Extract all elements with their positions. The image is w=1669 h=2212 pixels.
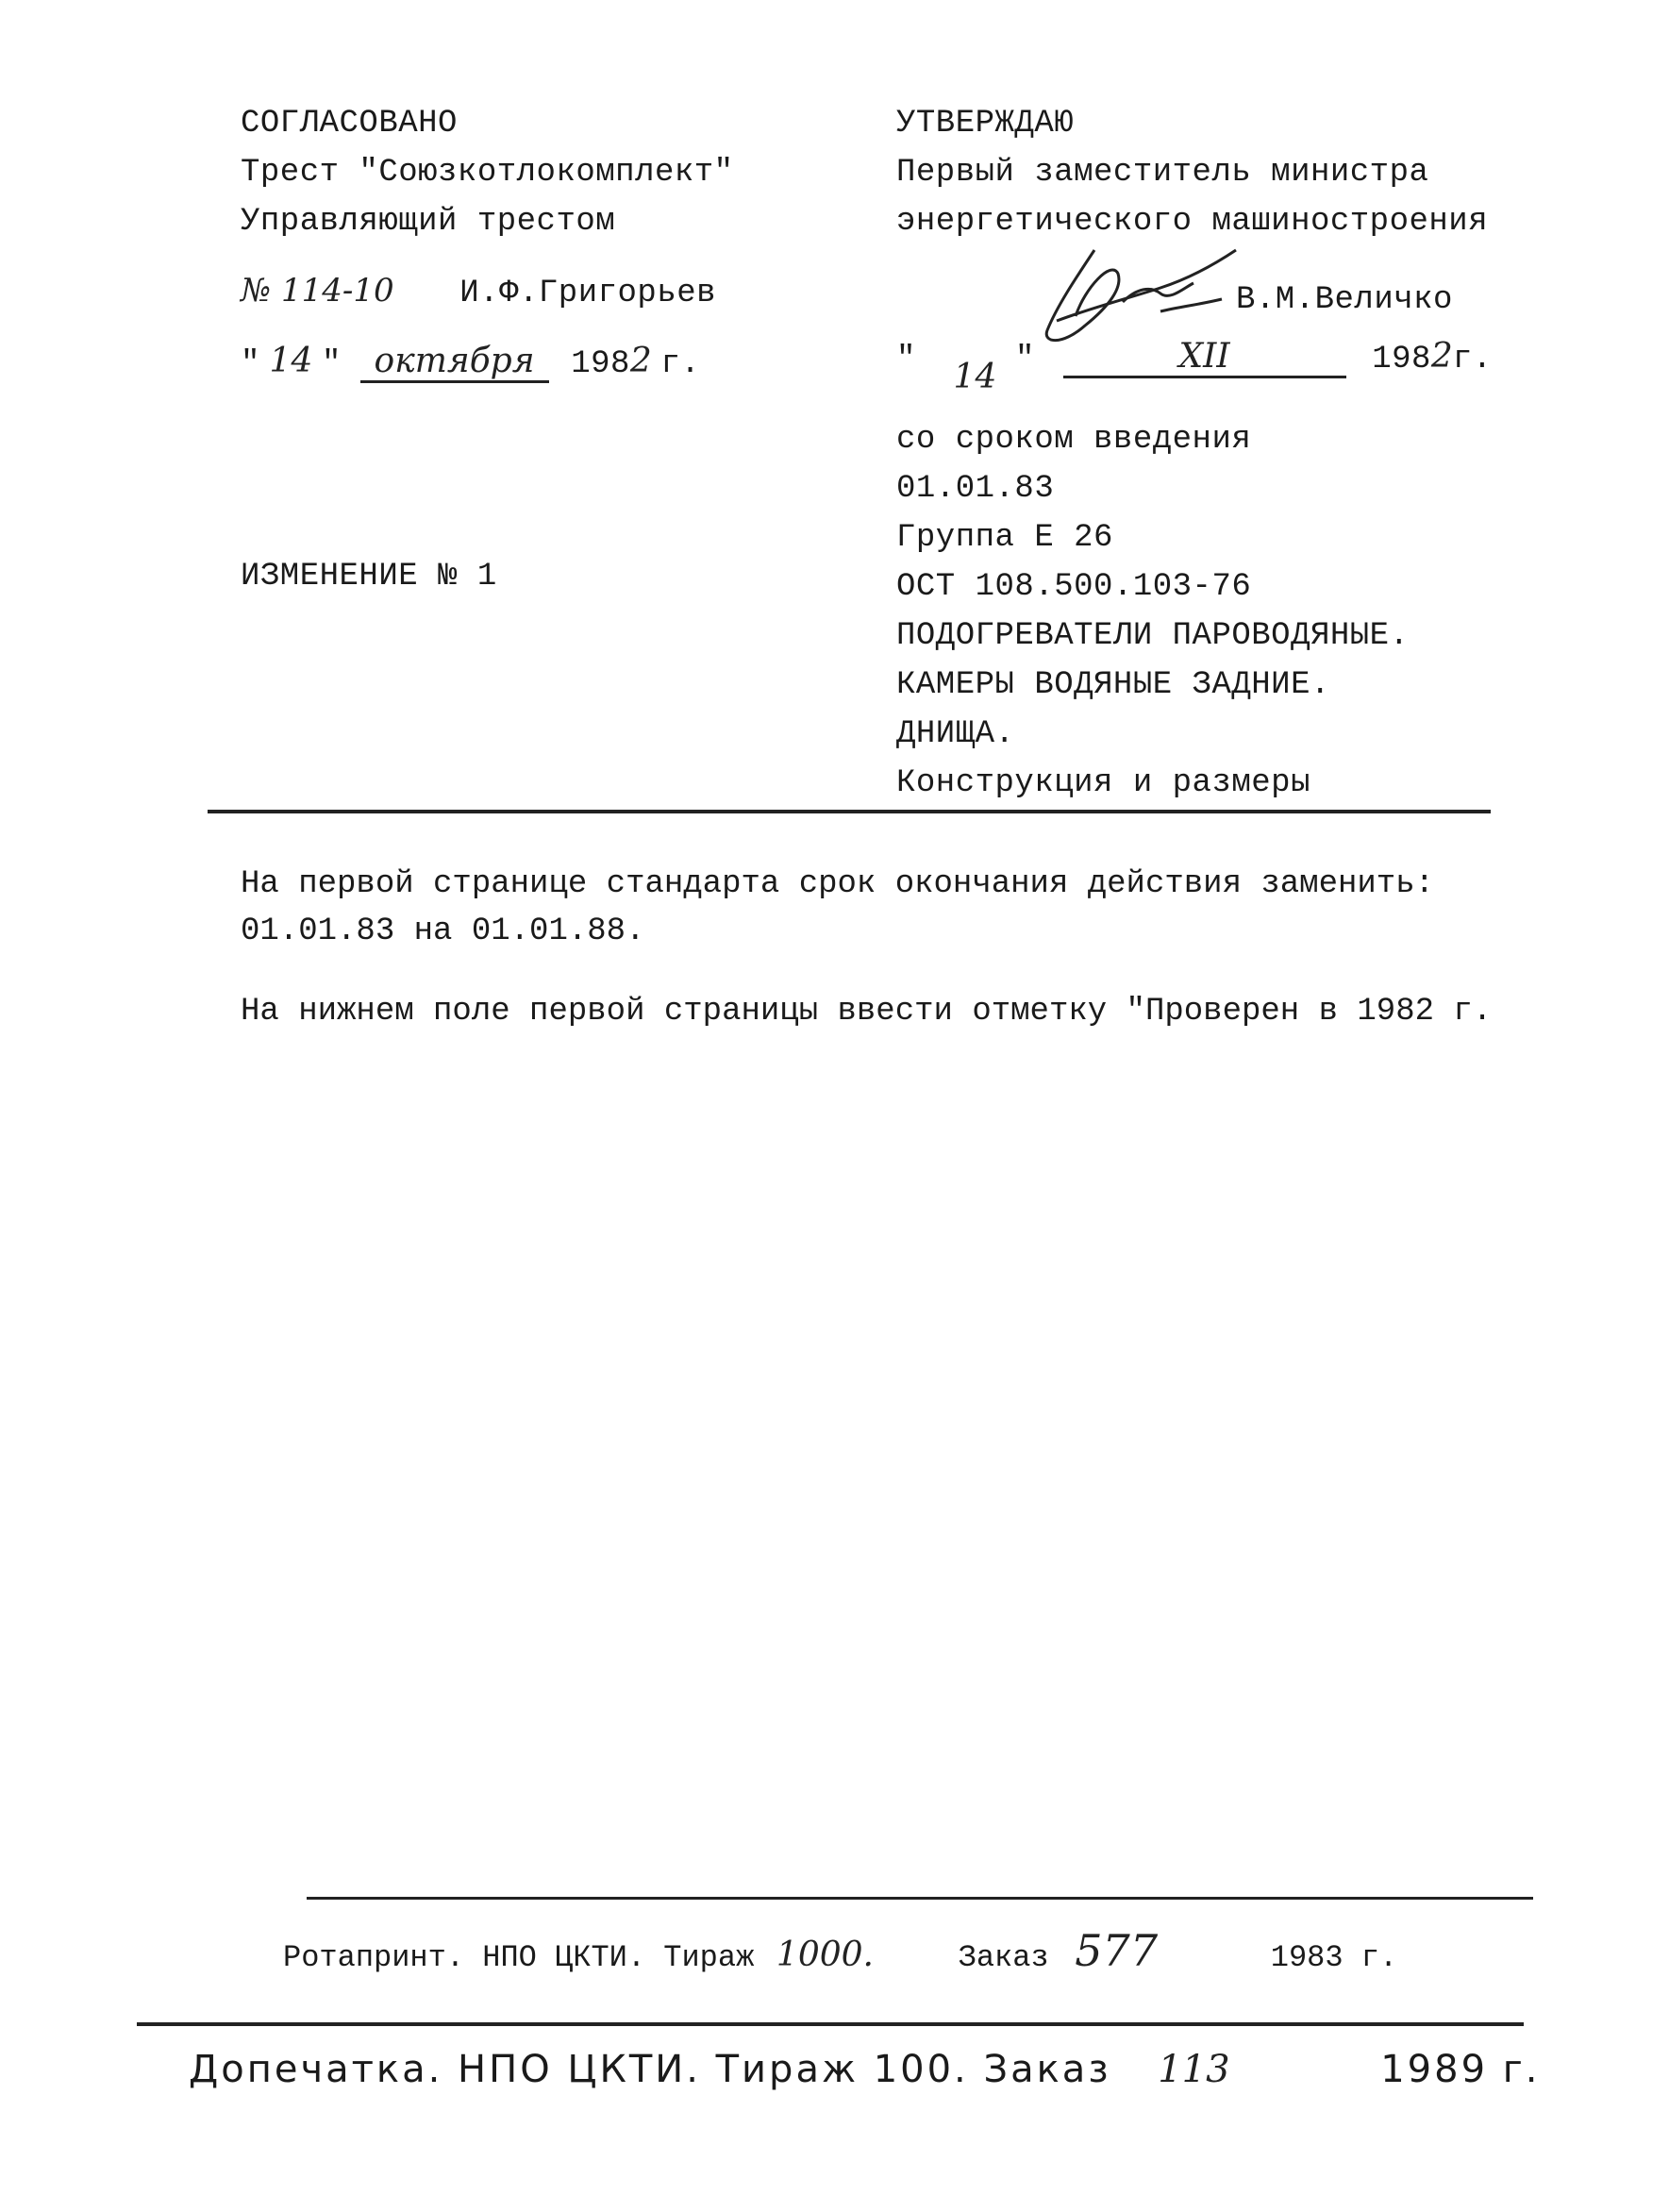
org-line: Трест "Союзкотлокомплект": [241, 155, 734, 191]
standard-title-line4: Конструкция и размеры: [896, 765, 1310, 801]
approver-name: В.М.Величко: [1236, 282, 1453, 318]
footer-print-row: [283, 1925, 1397, 1976]
approve-date-year-prefix: 198: [1372, 342, 1431, 377]
body-paragraph-1-line1: На первой странице стандарта срок окончания действия заменить:: [241, 866, 1435, 902]
footer-print-year: 1983 г.: [1270, 1940, 1398, 1975]
agreed-signature-row: [241, 269, 716, 318]
approve-position-line1: Первый заместитель министра: [896, 155, 1429, 191]
change-label: ИЗМЕНЕНИЕ № 1: [241, 559, 497, 595]
date-quote-close: ": [1015, 342, 1035, 377]
reprint-order-number: 113: [1158, 2048, 1230, 2091]
standard-title-line1: ПОДОГРЕВАТЕЛИ ПАРОВОДЯНЫЕ.: [896, 618, 1410, 654]
agreed-date-year-hand: 2: [629, 342, 652, 380]
standard-info-block: [896, 415, 1410, 808]
group-code: Группа Е 26: [896, 520, 1113, 556]
reprint-rule: [137, 2022, 1524, 2026]
body-paragraph-1-line2: 01.01.83 на 01.01.88.: [241, 913, 645, 949]
date-quote-open: ": [241, 346, 260, 382]
approve-label: УТВЕРЖДАЮ: [896, 106, 1075, 142]
date-quote-open: ": [896, 342, 916, 377]
agreed-date-day: 14: [269, 342, 313, 380]
approve-date-year-hand: 2: [1430, 337, 1453, 376]
approve-date-row: [896, 335, 1493, 396]
approve-block: [896, 99, 1488, 246]
footer-order-label: Заказ: [958, 1940, 1049, 1975]
footer-print-info: Ротапринт. НПО ЦКТИ. Тираж: [283, 1940, 755, 1975]
date-quote-close: ": [322, 346, 342, 382]
approve-date-month: XII: [1063, 338, 1346, 378]
position-line: Управляющий трестом: [241, 204, 616, 240]
reprint-row: [189, 2048, 1540, 2091]
effective-label: со сроком введения: [896, 422, 1252, 458]
agreed-date-row: [241, 340, 700, 389]
footer-top-rule: [307, 1897, 1533, 1900]
standard-title-line2: КАМЕРЫ ВОДЯНЫЕ ЗАДНИЕ.: [896, 667, 1330, 703]
footer-order-number: 577: [1075, 1925, 1159, 1976]
agreed-block: [241, 99, 734, 246]
reprint-text: Допечатка. НПО ЦКТИ. Тираж 100. Заказ: [189, 2048, 1111, 2091]
approve-date-day: 14: [953, 358, 997, 396]
agreed-date-year-prefix: 198: [571, 346, 630, 382]
body-paragraph-2: На нижнем поле первой страницы ввести отметку "Проверен в 1982 г.: [241, 994, 1493, 1030]
header-divider: [208, 810, 1491, 813]
effective-date: 01.01.83: [896, 471, 1055, 507]
agreed-signer-name: И.Ф.Григорьев: [459, 276, 717, 311]
agreed-label: СОГЛАСОВАНО: [241, 106, 458, 142]
standard-title-line3: ДНИЩА.: [896, 716, 1015, 752]
reprint-year: 1989 г.: [1380, 2048, 1541, 2091]
registration-number: № 114-10: [241, 272, 394, 310]
footer-print-run: 1000.: [776, 1936, 874, 1974]
standard-number: ОСТ 108.500.103-76: [896, 569, 1252, 605]
approve-position-line2: энергетического машиностроения: [896, 204, 1489, 240]
agreed-date-month: октября: [360, 343, 549, 383]
approve-date-year-suffix: г.: [1452, 342, 1493, 377]
agreed-date-year-suffix: г.: [660, 346, 701, 382]
